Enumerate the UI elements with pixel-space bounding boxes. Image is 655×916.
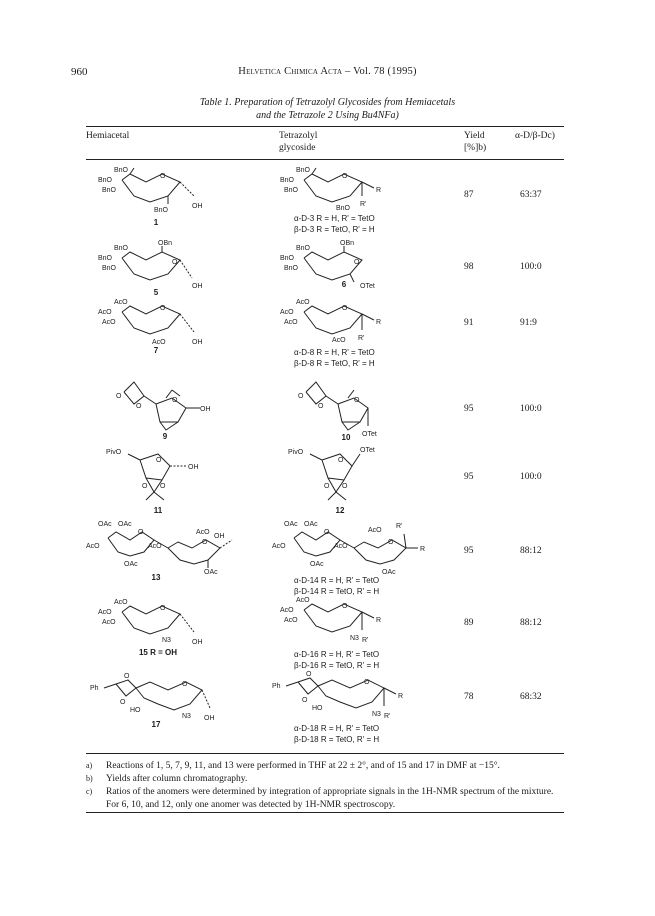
- label-bno-4: BnO: [154, 207, 169, 214]
- col-header-tetrazolyl-line1: Tetrazolyl: [279, 131, 318, 141]
- table-header-rule: [86, 159, 564, 160]
- ratio-value: 88:12: [520, 546, 542, 556]
- label-aco: AcO: [102, 619, 116, 626]
- anomer-beta: β-D-16 R = TetO, R' = H: [294, 660, 380, 670]
- col-header-ratio: α-D/β-Dc): [515, 131, 555, 141]
- structure-16: [278, 596, 398, 646]
- col-header-yield-line1: Yield: [464, 131, 485, 141]
- label-o: O: [306, 671, 312, 678]
- label-aco: AcO: [152, 339, 166, 346]
- label-bno: BnO: [284, 265, 299, 272]
- ratio-value: 100:0: [520, 262, 542, 272]
- yield-value: 95: [464, 472, 474, 482]
- compound-label: 5: [153, 288, 159, 297]
- ratio-value: 88:12: [520, 618, 542, 628]
- label-ring-o: O: [160, 605, 166, 612]
- label-obn: OBn: [340, 240, 355, 247]
- label-o: O: [136, 403, 142, 410]
- col-header-yield-line2: [%]b): [464, 143, 487, 153]
- label-ring-o: O: [182, 681, 188, 688]
- running-head: [0, 66, 655, 77]
- label-oh: OH: [204, 715, 215, 722]
- label-aco: AcO: [196, 529, 210, 536]
- label-ring-o: O: [172, 259, 178, 266]
- label-n3: N3: [182, 713, 191, 720]
- label-oh: OH: [192, 339, 203, 346]
- label-o: O: [142, 483, 148, 490]
- compound-label: 13: [151, 573, 161, 582]
- label-ph: Ph: [272, 683, 281, 690]
- label-oac: OAc: [118, 521, 132, 528]
- label-oac: OAc: [124, 561, 138, 568]
- label-r-prime: R': [384, 713, 391, 720]
- anomer-list: [294, 576, 379, 597]
- ratio-value: 68:32: [520, 692, 542, 702]
- label-o: O: [160, 483, 166, 490]
- anomer-beta: β-D-8 R = TetO, R' = H: [294, 358, 375, 368]
- compound-label: 1: [153, 218, 159, 227]
- anomer-alpha: α-D-3 R = H, R' = TetO: [294, 214, 375, 223]
- label-bno: BnO: [114, 245, 129, 252]
- caption-line-2: and the Tetrazole 2 Using Bu4NFa): [256, 110, 399, 121]
- anomer-alpha: α-D-8 R = H, R' = TetO: [294, 348, 375, 357]
- label-oh: OH: [192, 639, 203, 646]
- label-ring-o: O: [354, 259, 360, 266]
- label-obn: OBn: [158, 240, 173, 247]
- label-r: R: [420, 546, 426, 553]
- label-aco: AcO: [296, 597, 310, 604]
- label-bno: BnO: [102, 265, 117, 272]
- anomer-beta: β-D-3 R = TetO, R' = H: [294, 224, 375, 234]
- label-aco: AcO: [280, 309, 294, 316]
- label-o: O: [318, 403, 324, 410]
- label-o: O: [302, 697, 308, 704]
- label-oac: OAc: [310, 561, 324, 568]
- label-aco: AcO: [86, 543, 100, 550]
- compound-label: 9: [162, 432, 168, 441]
- label-bno: BnO: [284, 187, 299, 194]
- label-o: O: [172, 397, 178, 404]
- label-bno: BnO: [336, 205, 351, 212]
- ratio-value: 63:37: [520, 190, 542, 200]
- label-aco: AcO: [284, 319, 298, 326]
- label-aco: AcO: [334, 543, 348, 550]
- label-oh: OH: [188, 464, 199, 471]
- label-o: O: [354, 397, 360, 404]
- yield-value: 78: [464, 692, 474, 702]
- compound-label: 10: [341, 433, 351, 442]
- label-o: O: [342, 483, 348, 490]
- structure-1: [96, 166, 216, 218]
- structure-8: [278, 298, 398, 348]
- label-aco: AcO: [368, 527, 382, 534]
- anomer-list: [294, 724, 379, 745]
- label-aco: AcO: [98, 609, 112, 616]
- label-r-prime: R': [358, 335, 365, 342]
- label-o: O: [324, 483, 330, 490]
- label-oh: OH: [214, 533, 225, 540]
- footnote-text-a: Reactions of 1, 5, 7, 9, 11, and 13 were performed in THF at 22 ± 2°, and of 15 and 17 in DMF at −15°.: [106, 761, 500, 771]
- page-number: 960: [71, 66, 88, 78]
- label-oac: OAc: [98, 521, 112, 528]
- label-pivo: PivO: [106, 449, 122, 456]
- compound-label: 7: [153, 346, 159, 355]
- label-ho: HO: [312, 705, 323, 712]
- journal-volume: – Vol. 78 (1995): [345, 66, 417, 77]
- table-bottom-rule: [86, 753, 564, 754]
- compound-label: 15 R = OH: [138, 648, 177, 657]
- label-ring-o: O: [364, 679, 370, 686]
- journal-name: Helvetica Chimica Acta: [238, 66, 343, 77]
- yield-value: 91: [464, 318, 474, 328]
- label-ring-o: O: [156, 457, 162, 464]
- anomer-beta: β-D-18 R = TetO, R' = H: [294, 734, 380, 744]
- label-bno: BnO: [98, 255, 113, 262]
- structure-11: [106, 446, 226, 506]
- structure-15: [96, 598, 216, 648]
- anomer-alpha: α-D-14 R = H, R' = TetO: [294, 576, 380, 585]
- label-ho: HO: [130, 707, 141, 714]
- label-r-prime: R': [396, 523, 403, 530]
- anomer-list: [294, 348, 375, 369]
- structure-10: [296, 378, 406, 440]
- label-ring-o: O: [324, 529, 330, 536]
- label-aco: AcO: [280, 607, 294, 614]
- label-bno: BnO: [296, 245, 311, 252]
- compound-label: 6: [341, 280, 347, 289]
- structure-3: [278, 166, 398, 214]
- label-bno-1: BnO: [114, 167, 129, 174]
- yield-value: 95: [464, 546, 474, 556]
- label-ring-o: O: [388, 539, 394, 546]
- structure-18: [268, 672, 408, 722]
- label-aco: AcO: [332, 337, 346, 344]
- label-ring-o: O: [342, 173, 348, 180]
- ratio-value: 100:0: [520, 472, 542, 482]
- label-r: R: [376, 319, 382, 326]
- label-oh: OH: [192, 283, 203, 290]
- label-pivo: PivO: [288, 449, 304, 456]
- yield-value: 87: [464, 190, 474, 200]
- anomer-beta: β-D-14 R = TetO, R' = H: [294, 586, 380, 596]
- col-header-hemiacetal: Hemiacetal: [86, 131, 130, 141]
- anomer-list: [294, 214, 375, 235]
- label-aco: AcO: [296, 299, 310, 306]
- label-ring-o: O: [338, 457, 344, 464]
- label-aco: AcO: [102, 319, 116, 326]
- label-r: R: [376, 187, 382, 194]
- yield-value: 98: [464, 262, 474, 272]
- label-n3: N3: [372, 711, 381, 718]
- caption-line-1: Table 1. Preparation of Tetrazolyl Glycosides from Hemiacetals: [199, 97, 456, 108]
- label-o: O: [124, 673, 130, 680]
- structure-7: [96, 298, 216, 348]
- label-oh: OH: [192, 203, 203, 210]
- table-caption: [0, 96, 655, 122]
- label-aco: AcO: [114, 299, 128, 306]
- label-ring-o: O: [342, 305, 348, 312]
- label-oh: OH: [200, 406, 211, 413]
- label-r: R: [376, 617, 382, 624]
- anomer-alpha: α-D-16 R = H, R' = TetO: [294, 650, 380, 659]
- structure-9: [114, 378, 224, 434]
- label-n3: N3: [162, 637, 171, 644]
- footnote-mark-b: b): [86, 774, 93, 783]
- compound-label: 12: [335, 506, 345, 515]
- label-ring-o: O: [160, 305, 166, 312]
- structure-12: [288, 446, 408, 506]
- col-header-tetrazolyl: [279, 130, 317, 154]
- label-aco: AcO: [284, 617, 298, 624]
- footnote-mark-c: c): [86, 787, 93, 796]
- label-aco: AcO: [114, 599, 128, 606]
- label-ring-o: O: [138, 529, 144, 536]
- ratio-value: 91:9: [520, 318, 537, 328]
- label-bno: BnO: [280, 177, 295, 184]
- yield-value: 95: [464, 404, 474, 414]
- anomer-list: [294, 650, 379, 671]
- label-oac: OAc: [382, 569, 396, 576]
- table-top-rule: [86, 126, 564, 127]
- label-oac: OAc: [284, 521, 298, 528]
- structure-5: [96, 240, 216, 292]
- label-ring-o: O: [202, 539, 208, 546]
- label-n3: N3: [350, 635, 359, 642]
- label-bno: BnO: [280, 255, 295, 262]
- label-ph: Ph: [90, 685, 99, 692]
- footnote-bottom-rule: [86, 812, 564, 813]
- anomer-alpha: α-D-18 R = H, R' = TetO: [294, 724, 380, 733]
- label-bno-2: BnO: [98, 177, 113, 184]
- label-ring-o: O: [342, 603, 348, 610]
- footnote-text-b: Yields after column chromatography.: [106, 774, 248, 784]
- compound-label: 11: [153, 506, 163, 515]
- structure-14: [270, 518, 430, 574]
- compound-label: 17: [151, 720, 161, 729]
- label-oac: OAc: [204, 569, 218, 576]
- label-aco: AcO: [98, 309, 112, 316]
- label-aco: AcO: [272, 543, 286, 550]
- label-oac: OAc: [304, 521, 318, 528]
- label-bno: BnO: [296, 167, 311, 174]
- yield-value: 89: [464, 618, 474, 628]
- label-bno-3: BnO: [102, 187, 117, 194]
- col-header-tetrazolyl-line2: glycoside: [279, 143, 316, 153]
- label-otet: OTet: [360, 447, 375, 454]
- col-header-yield: [464, 130, 486, 154]
- label-ring-o: O: [160, 173, 166, 180]
- label-o: O: [298, 393, 304, 400]
- label-r-prime: R': [360, 201, 367, 208]
- ratio-value: 100:0: [520, 404, 542, 414]
- label-o: O: [116, 393, 122, 400]
- label-otet: OTet: [360, 283, 375, 290]
- label-otet: OTet: [362, 431, 377, 438]
- structure-13: [84, 518, 244, 574]
- label-aco: AcO: [148, 543, 162, 550]
- footnote-mark-a: a): [86, 761, 93, 770]
- structure-17: [86, 674, 226, 724]
- footnote-text-c: Ratios of the anomers were determined by integration of appropriate signals in the 1H-NMR spectrum of the mixture. For 6, 10, and 12, only one anomer was detected by 1H-NMR spectroscopy.: [106, 787, 554, 810]
- label-o: O: [120, 699, 126, 706]
- label-r: R: [398, 693, 404, 700]
- label-r-prime: R': [362, 637, 369, 644]
